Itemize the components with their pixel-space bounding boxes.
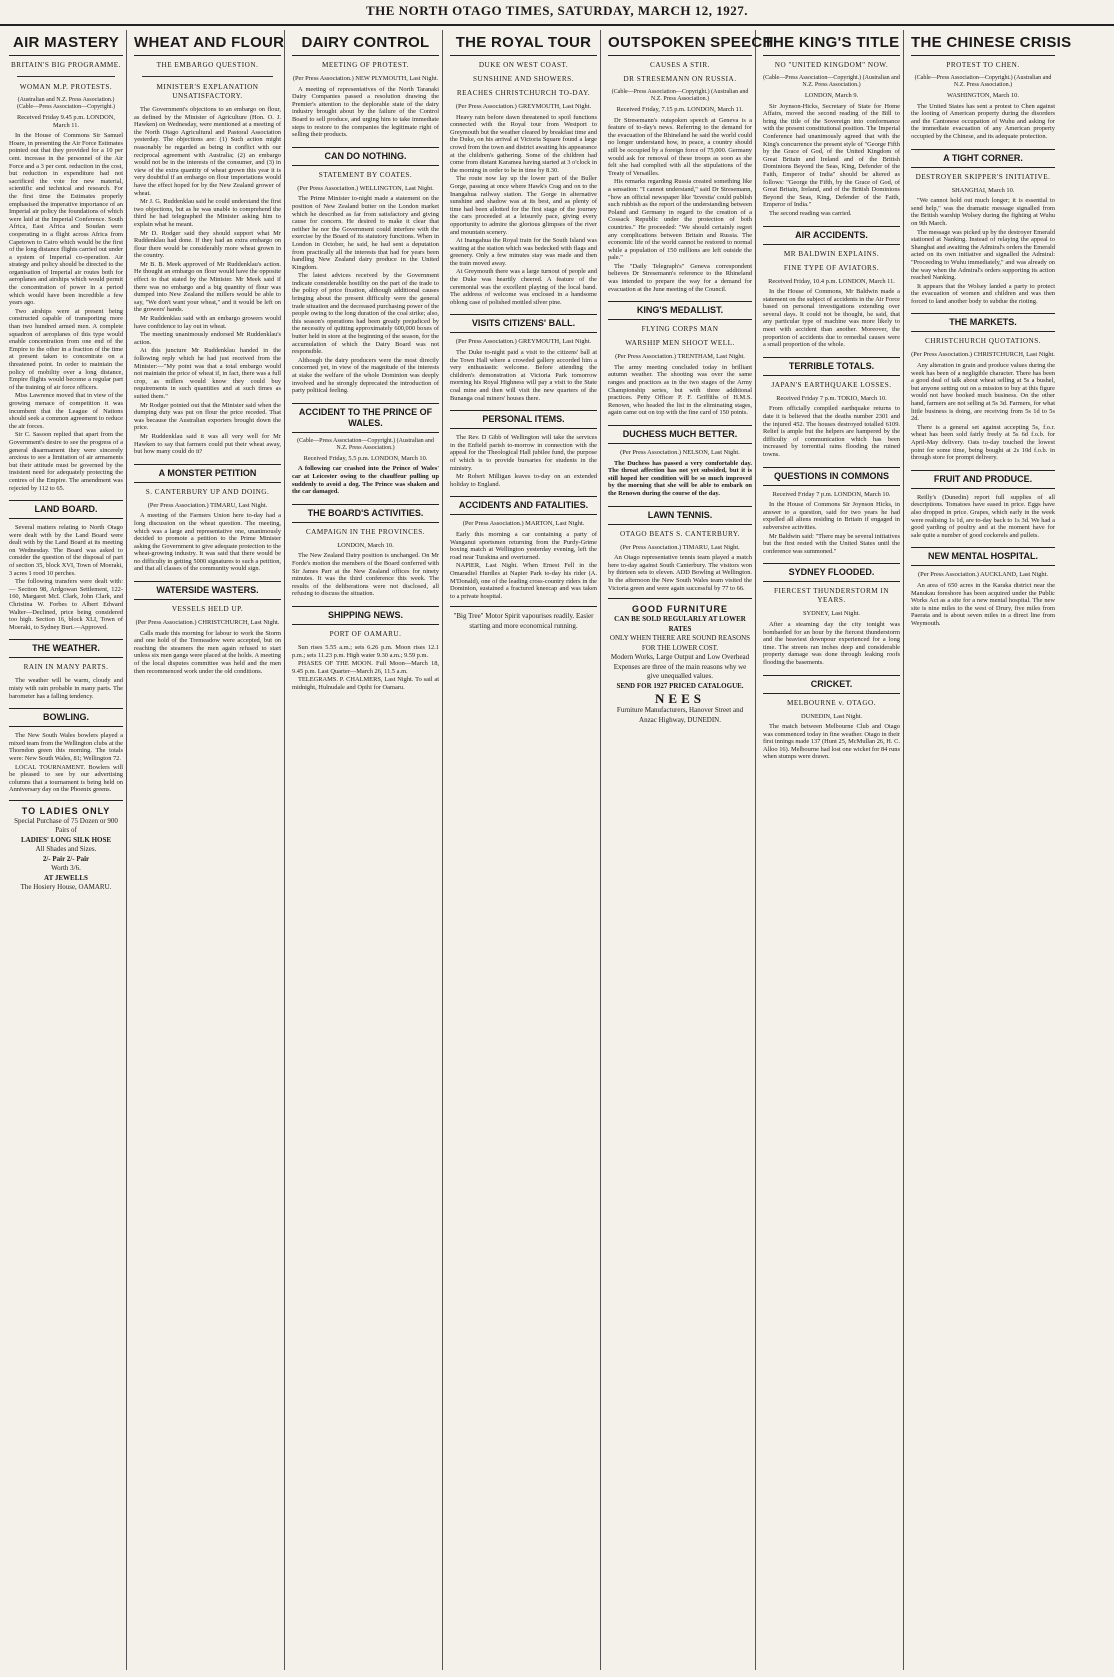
subheading: S. CANTERBURY UP AND DOING. [145,487,270,496]
dateline: (Per Press Association.) MARTON, Last Night. [462,520,585,528]
ad-line: 2/- Pair 2/- Pair [42,854,90,863]
section-heading: SYDNEY FLOODED. [763,563,900,582]
section-heading: ACCIDENTS AND FATALITIES. [450,496,597,515]
paragraph: At this juncture Mr Ruddenklau handed in the following reply which he had just received from the Minister:—"My point was that a total embargo would not maintain the price of wheat if, in fact, there was a full crop, as millers would know they could buy requirements in such quantities and at such times as suited them." [134,347,281,400]
subheading: MEETING OF PROTEST. [321,61,410,69]
paragraph: It appears that the Wolsey landed a party to protect the evacuation of women and children and was then forced to land another body to subdue the rioting. [911,282,1055,305]
subheading: CAMPAIGN IN THE PROVINCES. [305,527,426,536]
column-dairy-control [289,30,443,1670]
paragraph: NAPIER, Last Night. When Ernest Fell in the Omaradiel Hurdles at Napier Park to-day his rider (A. M'Donald), one of the leading cross-country riders in the Dominion, sustained a fractured kneecap and was taken to a private hospital. [450,562,597,600]
advertisement-big-tree [450,606,597,631]
section-heading: LAND BOARD. [9,500,123,519]
paragraph: At Greymouth there was a large turnout of people and the Duke was heartily cheered. A feature of the ceremonial was the excellent playing of the local band. The address of welcome was enclosed in a handsome oblong case of polished mottled silver pine. [450,268,597,306]
headline: THE ROYAL TOUR [450,30,597,56]
paragraph: The Duke to-night paid a visit to the citizens' ball at the Town Hall where a crowded gallery accorded him a very enthusiastic welcome. Before attending the children's demonstration at Victoria Park tomorrow morning his Royal Highness will pay a visit to the State coal mine and then will visit the new quarters of the Bunanga coal miners' houses there. [450,349,597,402]
dateline: (Per Press Association.) TRENTHAM, Last Night. [615,353,745,361]
column-wheat-and-flour [131,30,285,1670]
newspaper-columns [6,30,1108,1670]
ad-line: CAN BE SOLD REGULARLY AT LOWER RATES [614,615,746,633]
paragraph: LOCAL TOURNAMENT. Bowlers will be pleased to see by our advertising columns that a tournament is being held on Anniversary day on the Phoenix greens. [9,763,123,794]
section-heading: TERRIBLE TOTALS. [763,357,900,376]
subheading: BRITAIN'S BIG PROGRAMME. [11,61,121,69]
subheading: MR BALDWIN EXPLAINS. [783,249,880,258]
paragraph: Mr Rodger pointed out that the Minister said when the dumping duty was put on flour the price receded. That was because the Australian exporters brought down the price. [134,401,281,432]
dateline: (Per Press Association.) GREYMOUTH, Last Night. [455,338,592,346]
paragraph: In the House of Commons Sir Samuel Hoare, in presenting the Air Force Estimates pointed out that they provided for a 10 per cent. increase in the personnel of the Air Force and a 3 per cent. reduction in the cost, but reduction in expenditure had not sacrificed the vote for new material, scientific and technical and research. For the first time the Estimates properly emphasised the imperative importance of an Imperial air policy the foundations of which were laid at the Imperial Conference. South Africa, East Africa and Soudan were cooperating in a flight across Africa from Capetown to Cairo which would be the first of the long distance flights carried out under a system of Imperial co-operation. Air strategy and policy should be directed to the organisation of Imperial air routes both for aeroplanes and airships which would permit the concentration of power in a period which would have been incredible a few years ago. [9,132,123,307]
paragraph: At Inangahua the Royal train for the South Island was waiting at the station which was bedecked with flags and greenery. Only a few minutes stay was made and then the train moved away. [450,237,597,267]
press-association: (Cable—Press Association—Copyright.) (Australian and N.Z. Press Association.) [763,75,900,88]
section-heading: VISITS CITIZENS' BALL. [450,314,597,333]
dateline: (Per Press Association.) TIMARU, Last Night. [620,543,740,551]
paragraph: Sir C. Sasoon replied that apart from the Government's desire to see the progress of a general disarmament they were sincerely anxious to see a limitation of air armaments but their attitude must be governed by the insistent need for adequately protecting the centres of the Empire. The amendment was rejected by 112 to 65. [9,431,123,492]
section-heading: LAWN TENNIS. [608,506,752,525]
subheading: THE EMBARGO QUESTION. [156,61,259,69]
paragraph: There is a general set against accepting 5s, f.o.r. wheat has been sold fairly freely at 5s 6d f.o.b. for April-May delivery. Oats to-day touched the lowest point for some time, being bought at 2s 10d f.o.b. in through store for prompt delivery. [911,423,1055,462]
paragraph: Heavy rain before dawn threatened to spoil functions connected with the Royal tour from Westport to Greymouth but the weather cleared by breakfast time and the Duke, on his arrival at Victoria Square found a large crowd from the town and district awaiting his appearance at the children's gathering. Some of the children had come from distant Karamea having started at 3 o'clock in the morning in order to be in time by 8.30. [450,113,597,174]
ad-line: Furniture Manufacturers, Hanover Street and Anzac Highway, DUNEDIN. [616,706,744,724]
paragraph: Two airships were at present being constructed capable of transporting more than two hundred armed men. A complete squadron of aeroplanes of this type would enable concentration from one end of the Empire to the other in a fraction of the time at present taken to concentrate on a threatened point. In order to maintain the policy of mobility over a long distance, Empire flights would become a regular part of the training of air force officers. [9,307,123,391]
paragraph: The New Zealand Dairy position is unchanged. On Mr Forde's motion the members of the Board conferred with Sir James Parr at the New Zealand offices for ninety minutes. It was the third conference this week. The results of the deliberations were not disclosed, all refusing to discuss the situation. [292,552,439,598]
subheading: REACHES CHRISTCHURCH TO-DAY. [456,89,591,97]
ad-line: SEND FOR 1927 PRICED CATALOGUE. [616,681,744,690]
paragraph: The latest advices received by the Government indicate considerable hostility on the part of the trade to the policy of price fixation, although additional causes bringing about the present difficulty were the general trade situation and the decreased purchasing power of the people owing to the long duration of the coal strike; also, this season's operations had been greatly prejudiced by the necessity of quitting approximately 600,000 boxes of butter held in store at the beginning of the season, for the accumulation of which the Dairy Board was not responsible. [292,272,439,356]
ad-line: The Hosiery House, OAMARU. [20,883,112,892]
subheading: STATEMENT BY COATES. [318,170,413,179]
paragraph: The meeting unanimously endorsed Mr Ruddenklau's action. [134,331,281,346]
ad-line: "Big Tree" Motor Spirit vapourises readily. Easier starting and more economical running. [453,612,594,630]
subheading: CHRISTCHURCH QUOTATIONS. [924,337,1042,346]
paragraph: Sir Joynson-Hicks, Secretary of State for Home Affairs, moved the second reading of the Bill to bring the title of the Sovereign into conformance with the present constitutional position. The Imperial Conference had unanimously agreed that with the King's concurrence the present style of "George Fifth by the Grace of God, of the United Kingdom of Great Britain and Ireland and of the British Dominions Beyond the Seas, King, Defender of the Faith, Emperor of India" should be altered as follows: "George the Fifth, by the Grace of God, of Great Britain, Ireland, and of the British Dominions Beyond the Seas, King, Defender of the Faith, Emperor of India." [763,102,900,209]
paragraph: The Rev. D Gibb of Wellington will take the services in the Enfield parish to-morrow in connection with the appeal for the Theological Hall jubilee fund, the purpose of which is to provide bursaries for students in the ministry. [450,434,597,472]
dateline: (Per Press Association.) CHRISTCHURCH, Last Night. [911,351,1055,359]
paragraph: In the House of Commons Sir Joynson Hicks, in answer to a question, said for two years he had expelled all aliens residing in Britain if engaged in subversive activities. [763,501,900,531]
headline: THE CHINESE CRISIS [911,30,1055,56]
dateline: Received Friday 9.45 p.m. LONDON, March 11. [17,114,115,129]
dateline: Received Friday 7 p.m. LONDON, March 10. [772,490,891,498]
paragraph: The match between Melbourne Club and Otago was commenced today in fine weather. Otago in their first innings made 137 (Hunt 25, McMullan 26, H. C. Alloo 16). Melbourne had lost one wicket for 84 runs when stumps were drawn. [763,723,900,761]
paragraph: A following car crashed into the Prince of Wales' car at Leicester owing to the chauffeur pulling up suddenly to avoid a dog. The Prince was shaken and the car damaged. [292,465,439,496]
subheading: FINE TYPE OF AVIATORS. [783,263,880,272]
paragraph: The following transfers were dealt with:— Section 98, Ardgowan Settlement, 122-160, Margaret McI. Clark, John Clark, and Christina W. Forbes to Albert Edward Walter—Declined, price being considered too high. Section 16, block XLI, Town of Moeraki, to Sydney Burt.—Approved. [9,578,123,631]
subheading: JAPAN'S EARTHQUAKE LOSSES. [771,380,892,389]
paragraph: From officially compiled earthquake returns to date it is believed that the deaths number 2301 and the injured 452. The houses destroyed totalled 6109. Relief is ample but the helpers are hampered by the difficulty of communication which has been increased by torrential rains flooding the ruined towns. [763,405,900,458]
subheading: PORT OF OAMARU. [329,629,402,638]
section-heading: ACCIDENT TO THE PRINCE OF WALES. [292,403,439,433]
subheading: FIERCEST THUNDERSTORM IN YEARS. [773,587,890,605]
paragraph: An area of 650 acres in the Karaka district near the Manukau foreshore has been acquired under the Public Works Act as a site for a new mental hospital. The new site is nine miles to the west of Drury, five miles from Paerata and is about seven miles in a direct line from Weymouth. [911,581,1055,627]
subheading: NO "UNITED KINGDOM" NOW. [774,61,889,69]
section-heading: FRUIT AND PRODUCE. [911,470,1055,489]
subheading: OTAGO BEATS S. CANTERBURY. [620,529,740,538]
section-heading: AIR ACCIDENTS. [763,226,900,245]
subheading: WOMAN M.P. PROTESTS. [19,83,113,91]
paragraph: The weather will be warm, cloudy and misty with rain probable in many parts. The barometer has a falling tendency. [9,677,123,700]
ad-line: Worth 3/6. [51,864,81,873]
dateline: (Per Press Association.) AUCKLAND, Last Night. [918,571,1048,579]
dateline: SHANGHAI, March 10. [951,186,1015,194]
dateline: Received Friday 7 p.m. TOKIO, March 10. [776,394,887,402]
dateline: DUNEDIN, Last Night. [800,712,863,720]
paragraph: Calls made this morning for labour to work the Storm and one hold of the Tremeadow were accepted, but on reaching the steamers the men again refused to start unless six men gangs were placed at the holds. A meeting of the local disputes committee was held and the men then recommenced work under the old conditions. [134,629,281,675]
paragraph: After a steaming day the city tonight was bombarded for an hour by the fiercest thunderstorm and the heaviest downpour experienced for a long time. The streets ran inches deep and considerable property damage was done through leaking roofs flooding the basements. [763,620,900,666]
dateline: (Per Press Association.) WELLINGTON, Last Night. [297,184,434,192]
subheading: RAIN IN MANY PARTS. [23,663,109,672]
divider [17,76,115,77]
column-air-mastery [6,30,127,1670]
paragraph: Sun rises 5.55 a.m.; sets 6.26 p.m. Moon rises 12.1 p.m.; sets 11.23 p.m. High water 9.30 a.m.; 9.59 p.m. [292,643,439,659]
paragraph: Mr J. G. Ruddenklau said he could understand the first two objections, but as he was unable to comprehend the third he had telegraphed the Minister asking him to explain what he meant. [134,198,281,228]
paragraph: An Otago representative tennis team played a match here to-day against South Canterbury. The visitors won by thirteen sets to eleven. ADD Bowling at Wellington. In the afternoon the New South Wales team visited the Victoria green and were again successful by 77 to 66. [608,554,752,592]
paragraph: Mr B. B. Meek approved of Mr Ruddenklau's action. He thought an embargo on flour would have the opposite effect to that stated by the Minister. Mr Meek said if there was no embargo and a big quantity of flour was dumped into New Zealand the millers would be able to say, "We don't want your wheat," and it would be left on the growers' hands. [134,260,281,314]
paragraph: "We cannot hold out much longer; it is essential to send help," was the dramatic message signalled from the British warship Wolsey during the fighting at Wuhu on 9th March. [911,197,1055,227]
section-heading: WATERSIDE WASTERS. [134,581,281,600]
advertisement-hosiery [9,800,123,893]
press-association: (Cable—Press Association—Copyright.) (Australian and N.Z. Press Association.) [914,75,1052,88]
paragraph: Mr Baldwin said: "There may be several initiatives but the first rested with the United States until the conference was summoned." [763,532,900,555]
paragraph: Miss Lawrence moved that in view of the growing menace of competition it was incumbent that the League of Nations should seek a common agreement to reduce the air forces. [9,392,123,430]
section-heading: THE WEATHER. [9,639,123,658]
ad-line: All Shades and Sizes. [35,845,97,854]
ad-line: LADIES' LONG SILK HOSE [20,835,112,844]
paragraph: The message was picked up by the destroyer Emerald stationed at Nanking. Instead of relaying the appeal to Shanghai and awaiting the Admiral's orders the Emerald acted on its own initiative and signalled the Admiral: "Proceeding to Wuhu immediately," and was already on the way when the Admiral's orders supporting its action reached Nanking. [911,228,1056,282]
dateline: (Per Press Association.) NEW PLYMOUTH, Last Night. [292,75,439,82]
column-kings-title [760,30,904,1670]
paragraph: TELEGRAMS. P. CHALMERS, Last Night. To sail at midnight, Hulnudale and Opihi for Oamaru. [292,676,439,691]
masthead: THE NORTH OTAGO TIMES, SATURDAY, MARCH 12, 1927. [0,0,1114,26]
paragraph: Although the dairy producers were the most directly concerned yet, in view of the magnitude of the interests at stake the welfare of the whole Dominion was deeply involved and he strongly deprecated the introduction of party political feeling. [292,356,439,395]
headline: WHEAT AND FLOUR [134,30,281,56]
paragraph: Dr Stresemann's outspoken speech at Geneva is a feature of to-day's news. Referring to the demand for the evacuation of the Rhineland he said the world could no longer understand how, in peace, a country should still be occupied by a foreign force of 75,000. Germany would ask for removal of these troops as soon as she felt she had complied with all the stipulations of the Treaty of Versailles. [608,116,752,177]
section-heading: QUESTIONS IN COMMONS [763,467,900,486]
paragraph: Mr Ruddenklau said with an embargo growers would have confidence to lay out in wheat. [134,315,281,330]
press-association: (Cable—Press Association—Copyright.) (Australian and N.Z. Press Association.) [611,89,749,102]
paragraph: Mr Ruddenklau said it was all very well for Mr Hawken to say that farmers could put their wheat away, but how many could do it? [134,432,281,456]
column-royal-tour [447,30,601,1670]
paragraph: His remarks regarding Russia created something like a sensation: "I cannot understand," said Dr Stresemann, "how an official newspaper like 'Izvestia' could publish such rubbish as the report of the understanding between Poland and Germany in regard to the creation of a Cossack Republic under the protection of both countries." He proceeded: "We should certainly regret any complications between Britain and Russia. The economic life of the world cannot be restored to normal while a population of 150 millions are left outside the pale." [608,178,752,262]
divider [142,76,273,77]
ad-line: NEES [655,691,705,707]
dateline: Received Friday, 5.5 p.m. LONDON, March 10. [303,454,428,462]
paragraph: A meeting of the Farmers Union here to-day had a long discussion on the wheat question. The meeting, which was a large and representative one, unanimously decided to promote a petition to the Prime Minister asking the Government to give adequate protection to the wheat-growing industry. It was said that there would be no difficulty in getting 5000 signatures to such a petition, and that all classes of the community would sign. [134,512,281,573]
subheading: MINISTER'S EXPLANATION UNSATISFACTORY. [156,83,259,100]
section-heading: THE MARKETS. [911,313,1055,332]
paragraph: The Prime Minister to-night made a statement on the position of New Zealand butter on the London market which he described as far from satisfactory and giving cause for concern. He desired to make it clear that neither he nor the Government could interfere with the exercise by the Board of its statutory functions. When in London in October, he said, he had sent a deputation from practically all the interests that had for years been handling New Zealand dairy produce in the United Kingdom. [292,195,439,271]
paragraph: Mr Robert Milligan leaves to-day on an extended holiday to England. [450,473,597,488]
dateline: Received Friday, 7.15 p.m. LONDON, March 11. [616,106,744,113]
subheading: MELBOURNE v. OTAGO. [786,698,877,707]
section-heading: NEW MENTAL HOSPITAL. [911,547,1055,566]
paragraph: The "Daily Telegraph's" Geneva correspondent believes Dr Stresemann's reference to the Rhineland was intended to prepare the way for a demand for evacuation at the June meeting of the Council. [608,262,752,293]
paragraph: In the House of Commons, Mr Baldwin made a statement on the subject of accidents in the Air Force based on personal investigations extending over several days. It could not be thought, he said, that any particular type of machine was more likely to meet with accident than another. Moreover, the proportion of accidents due to remedial causes were a small proportion of the whole. [763,288,900,349]
ad-line: GOOD FURNITURE [632,604,728,615]
section-heading: THE BOARD'S ACTIVITIES. [292,504,439,523]
section-heading: DUCHESS MUCH BETTER. [608,425,752,444]
paragraph: A meeting of representatives of the North Taranaki Dairy Companies passed a resolution drawing the Premier's attention to the deplorable state of the dairy industry brought about by the failure of the Control Board to sell produce, and urging him to take immediate steps to restore to the companies the legitimate right of selling their products. [292,85,439,139]
paragraph: Several matters relating to North Otago were dealt with by the Land Board were dealt with by the Land Board at its meeting on Wednesday. The Board was asked to consider the question of the disposal of part of section 35, block XVI, Town of Moeraki, 3 acres 1 rood 10 perches. [9,524,123,577]
subheading: DR STRESEMANN ON RUSSIA. [623,75,737,83]
headline: DAIRY CONTROL [292,30,439,56]
subheading: FLYING CORPS MAN [641,325,719,334]
advertisement-furniture [608,598,752,725]
section-heading: KING'S MEDALLIST. [608,301,752,320]
column-outspoken-speech [605,30,774,1670]
section-heading: A MONSTER PETITION [134,464,281,483]
ad-line: AT JEWELLS [44,873,88,882]
dateline: Received Friday, 10.4 p.m. LONDON, March 11. [768,277,895,285]
subheading: DUKE ON WEST COAST. [478,61,569,69]
headline: OUTSPOKEN SPEECH [608,30,752,56]
dateline: WASHINGTON, March 10. [947,92,1019,99]
paragraph: Reilly's (Dunedin) report full supplies of all descriptions. Tomatoes have eased in price. Eggs have also dropped in price. Grapes, which early in the week were realising 1s 1d, are to-day back to 1s 3d. We had a good yarding of poultry and at the moment have for sale quite a number of good cockerels and pullets. [911,493,1055,539]
dateline: (Per Press Association.) GREYMOUTH, Last Night. [455,103,592,110]
subheading: DESTROYER SKIPPER'S INITIATIVE. [915,172,1051,181]
section-heading: BOWLING. [9,708,123,727]
headline: THE KING'S TITLE [763,30,900,56]
paragraph: The Duchess has passed a very comfortable day. The throat affection has not yet subsided, but it is still hoped her condition will be so much improved by the morning that she will be able to embark on the Renown during the course of the day. [608,459,752,497]
dateline: (Per Press Association.) CHRISTCHURCH, Last Night. [135,619,280,627]
paragraph: The United States has sent a protest to Chen against the looting of American property during the disorders and the Cantonese occupation of Wuhu and asking for the immediate evacuation of any American property occupied by the Chinese, and its adequate protection. [911,102,1055,140]
dateline: (Per Press Association.) TIMARU, Last Night. [147,501,268,509]
paragraph: The Government's objections to an embargo on flour, as defined by the Minister of Agriculture (Hon. O. J. Hawken) on Wednesday, were mentioned at a meeting of the North Otago Agricultural and Pastoral Association yesterday. The objections are: (1) Such action might reasonably be regarded as being in conflict with our reciprocal agreement with Australia; (2) an embargo would not be in the interests of the consumer, and (3) in view of the extra quantity of wheat grown this year it is very doubtful if an embargo on flour importations would have the effect hoped for by the New Zealand grower of wheat. [134,106,281,197]
paragraph: The second reading was carried. [769,209,852,217]
paragraph: The route now lay up the lower part of the Buller Gorge, passing at once where Hawk's Crag and on to the Inangahua railway station. The Gorge in alternative sunshine and shadow was at its best, and as plenty of time had been allotted for the first stage of the journey the cars proceeded at a leisurely pace, giving every opportunity to admire the glorious glimpses of the river and mountain scenery. [450,175,597,236]
paragraph: Any alteration in grain and produce values during the week has been of a negligible character. There has been a good deal of talk about wheat selling at 5s a bushel, but anyone setting out on a mission to buy at this figure would not have booked much business. On the other hand, farmers are not selling at 5s 3d. Farmers, for what little business is doing, are receiving from 5s 1d to 5s 2d. [911,362,1055,423]
dateline: (Per Press Association.) NELSON, Last Night. [620,449,740,456]
dateline: LONDON, March 9. [804,92,859,99]
section-heading: SHIPPING NEWS. [292,606,439,625]
paragraph: The army meeting concluded today in brilliant autumn weather. The shooting was over the same ranges and practices as in the two stages of the Army Championship series, but with three additional practices. Petty Officer P. F. Griffiths of H.M.S. Renown, who headed the list in the eliminating stages, again came out on top with the fine card of 150 points. [608,363,752,417]
subheading: SUNSHINE AND SHOWERS. [473,75,574,83]
ad-line: Special Purchase of 75 Dozen or 900 Pairs of [14,816,118,835]
paragraph: PHASES OF THE MOON. Full Moon—March 18, 9.45 p.m. Last Quarter—March 26, 11.5 a.m. [292,660,439,675]
subheading: PROTEST TO CHEN. [946,61,1020,69]
press-association: (Cable—Press Association—Copyright.) (Australian and N.Z. Press Association.) [297,437,434,451]
subheading: CAUSES A STIR. [650,61,710,69]
paragraph: Mr D. Rodger said they should support what Mr Ruddenklau had done. If they had an extra embargo on flour there would be considerably more wheat grown in the country. [134,229,281,260]
section-heading: PERSONAL ITEMS. [450,410,597,429]
paragraph: The New South Wales bowlers played a mixed team from the Wellington clubs at the Thorndon green this morning. The totals were: New South Wales, 81; Wellington 72. [9,732,123,762]
ad-line: Modern Works, Large Output and Low Overhead Expenses are three of the main reasons why we give unequalled values. [610,653,750,681]
press-association: (Australian and N.Z. Press Association.) (Cable—Press Association—Copyright.) [17,97,115,110]
subheading: VESSELS HELD UP. [171,605,244,614]
ad-line: ONLY WHEN THERE ARE SOUND REASONS FOR THE LOWER COST. [609,634,751,652]
subheading: WARSHIP MEN SHOOT WELL. [625,339,735,348]
ad-line: TO LADIES ONLY [21,805,111,816]
headline: AIR MASTERY [9,30,123,56]
dateline: SYDNEY, Last Night. [802,610,861,618]
section-heading: CAN DO NOTHING. [292,147,439,166]
section-heading: A TIGHT CORNER. [911,149,1055,168]
dateline: LONDON, March 10. [337,541,394,549]
column-chinese-crisis [908,30,1072,1670]
section-heading: CRICKET. [763,675,900,694]
paragraph: Early this morning a car containing a party of Wanganui sportsmen returning from the Purdy-Grime boxing match at Wellington yesterday evening, left the road near Turakina and overturned. [450,530,597,561]
